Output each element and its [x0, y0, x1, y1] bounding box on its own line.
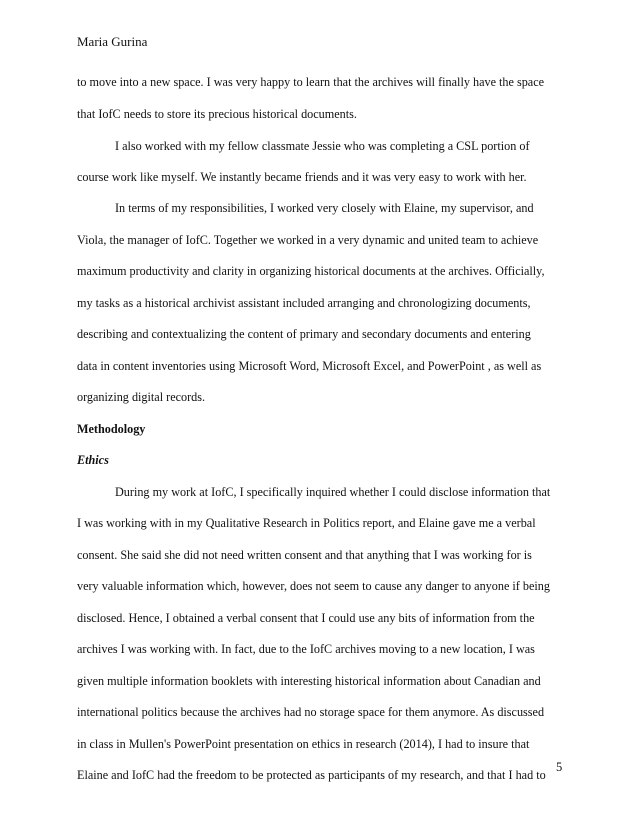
body-line: I also worked with my fellow classmate Jessie who was completing a CSL portion of [115, 139, 530, 153]
body-line: During my work at IofC, I specifically inquired whether I could disclose information that [115, 485, 551, 499]
body-line: data in content inventories using Microsoft Word, Microsoft Excel, and PowerPoint , as well as [77, 359, 542, 373]
body-line: international politics because the archives had no storage space for them anymore. As discussed [77, 705, 545, 719]
body-line: consent. She said she did not need written consent and that anything that I was working for is [77, 548, 532, 562]
page-number: 5 [556, 760, 563, 774]
body-line: very valuable information which, however, does not seem to cause any danger to anyone if being [77, 579, 550, 593]
body-line: I was working with in my Qualitative Research in Politics report, and Elaine gave me a verbal [77, 516, 536, 530]
section-heading-methodology: Methodology [77, 422, 146, 436]
body-line: archives I was working with. In fact, due to the IofC archives moving to a new location, I was [77, 642, 535, 656]
body-line: in class in Mullen's PowerPoint presentation on ethics in research (2014), I had to insure that [77, 737, 530, 751]
body-line: course work like myself. We instantly became friends and it was very easy to work with her. [77, 170, 527, 184]
running-header-author: Maria Gurina [77, 34, 148, 49]
body-line: my tasks as a historical archivist assistant included arranging and chronologizing documents, [77, 296, 531, 310]
body-line: given multiple information booklets with interesting historical information about Canadian and [77, 674, 541, 688]
body-line: disclosed. Hence, I obtained a verbal consent that I could use any bits of information from the [77, 611, 535, 625]
body-line: to move into a new space. I was very happy to learn that the archives will finally have the space [77, 75, 545, 89]
subsection-heading-ethics: Ethics [77, 453, 109, 467]
body-line: Elaine and IofC had the freedom to be protected as participants of my research, and that I had to [77, 768, 546, 782]
body-line: Viola, the manager of IofC. Together we worked in a very dynamic and united team to achieve [77, 233, 539, 247]
body-line: organizing digital records. [77, 390, 206, 404]
body-line: that IofC needs to store its precious historical documents. [77, 107, 357, 121]
body-line: describing and contextualizing the content of primary and secondary documents and entering [77, 327, 531, 341]
body-line: maximum productivity and clarity in organizing historical documents at the archives. Officially, [77, 264, 545, 278]
body-line: In terms of my responsibilities, I worked very closely with Elaine, my supervisor, and [115, 201, 534, 215]
